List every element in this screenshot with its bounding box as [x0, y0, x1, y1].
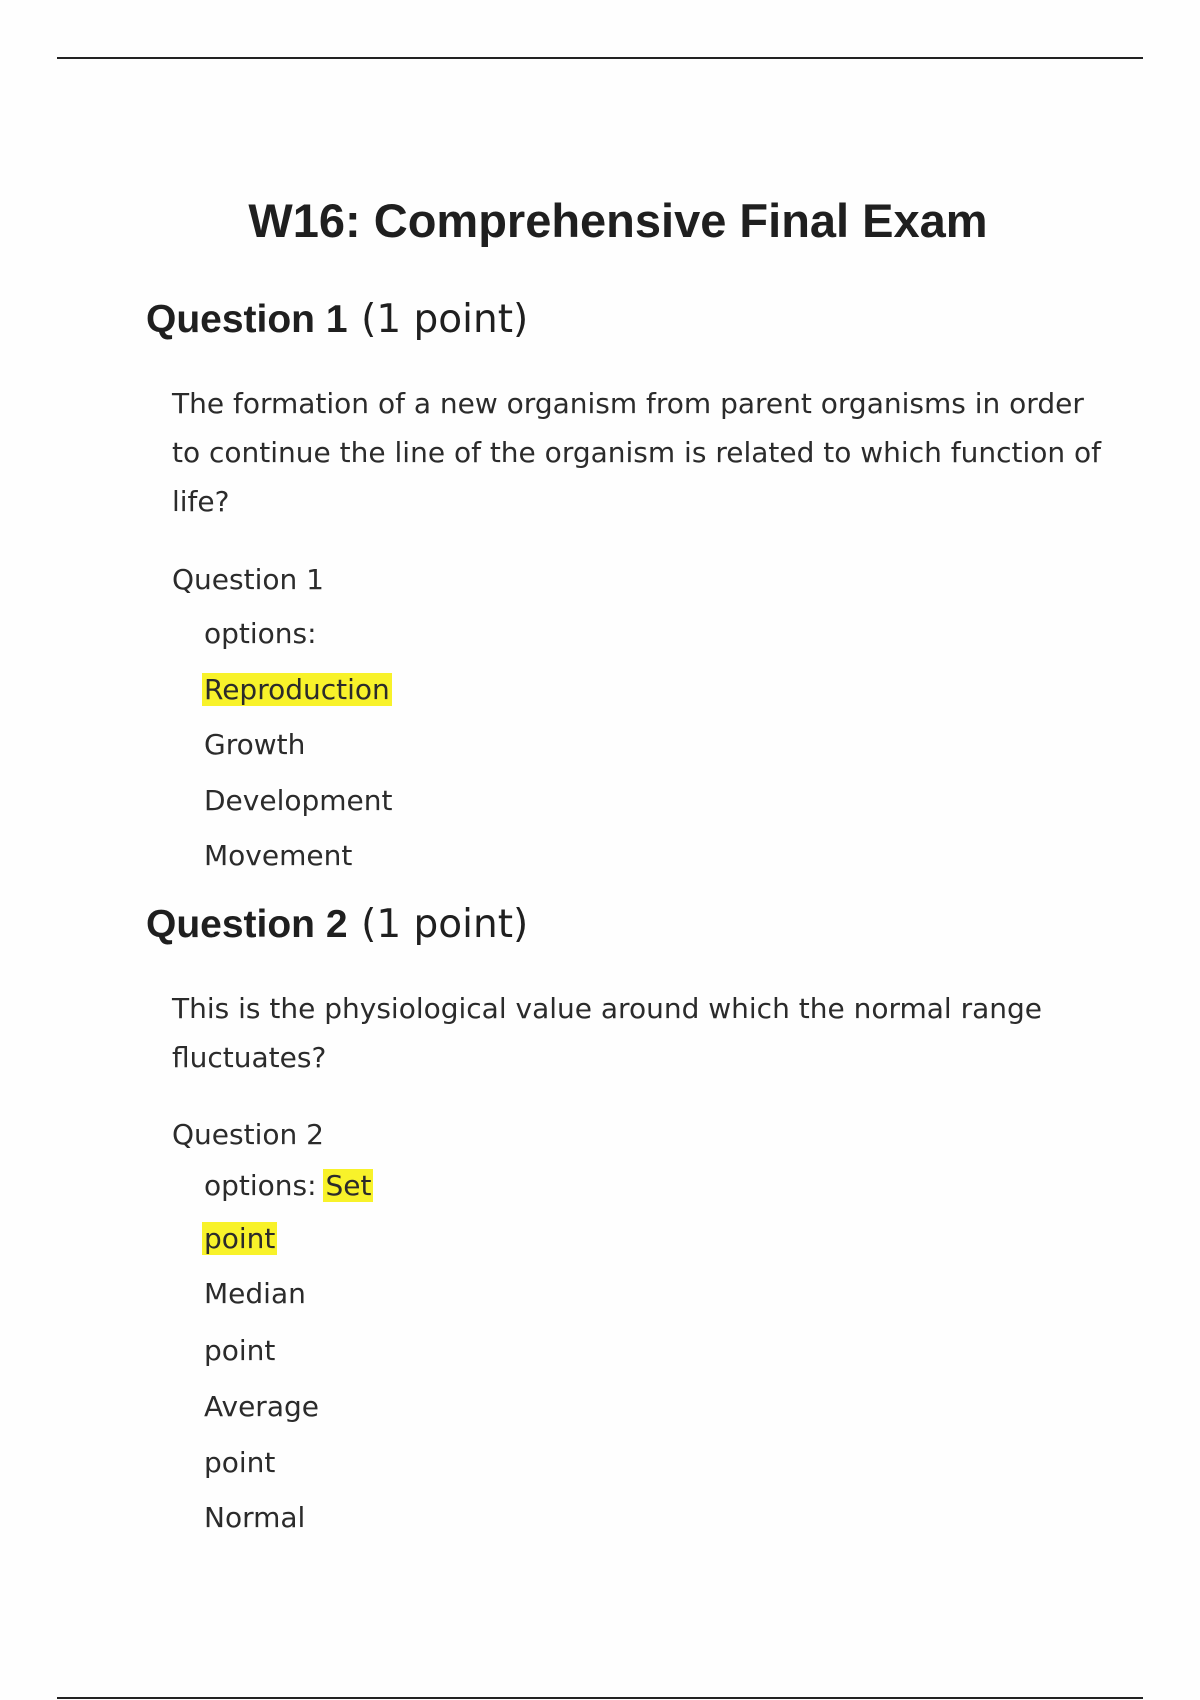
question-2-option-line-4[interactable]: Average — [204, 1390, 319, 1423]
question-2-label: Question 2 — [172, 1118, 324, 1151]
question-2-option-line-1[interactable] — [204, 1219, 275, 1259]
question-1-points: (1 point) — [361, 297, 529, 342]
question-1-option-3[interactable]: Development — [204, 784, 393, 817]
answer-highlight[interactable]: Set — [325, 1169, 372, 1202]
top-rule — [57, 57, 1143, 59]
question-2-options-line — [204, 1166, 371, 1206]
question-2-points: (1 point) — [361, 902, 529, 947]
question-2-options-label: options: — [204, 1169, 317, 1202]
question-2-text: This is the physiological value around which the normal range fluctuates? — [172, 992, 1042, 1074]
question-1-option-2[interactable]: Growth — [204, 728, 306, 761]
bottom-rule — [57, 1697, 1143, 1699]
question-2-option-line-5[interactable]: point — [204, 1446, 276, 1479]
question-1-label: Question 1 — [172, 563, 324, 596]
question-1-option-1[interactable] — [204, 670, 390, 710]
question-2-option-line-3[interactable]: point — [204, 1334, 276, 1367]
answer-highlight: Reproduction — [204, 673, 390, 706]
question-1-title: Question 1 — [146, 298, 348, 341]
answer-highlight: point — [204, 1222, 276, 1255]
question-1-text: The formation of a new organism from parent organisms in order to continue the line of the organism is related to which function of life? — [172, 387, 1102, 518]
question-2-option-line-2[interactable]: Median — [204, 1277, 306, 1310]
question-1-options-label: options: — [204, 617, 317, 650]
question-2-option-line-6[interactable]: Normal — [204, 1501, 306, 1534]
question-2-title: Question 2 — [146, 903, 348, 946]
page-title: W16: Comprehensive Final Exam — [248, 194, 988, 247]
question-1-option-4[interactable]: Movement — [204, 839, 353, 872]
question-1-heading — [146, 294, 528, 346]
question-2-heading — [146, 899, 528, 951]
